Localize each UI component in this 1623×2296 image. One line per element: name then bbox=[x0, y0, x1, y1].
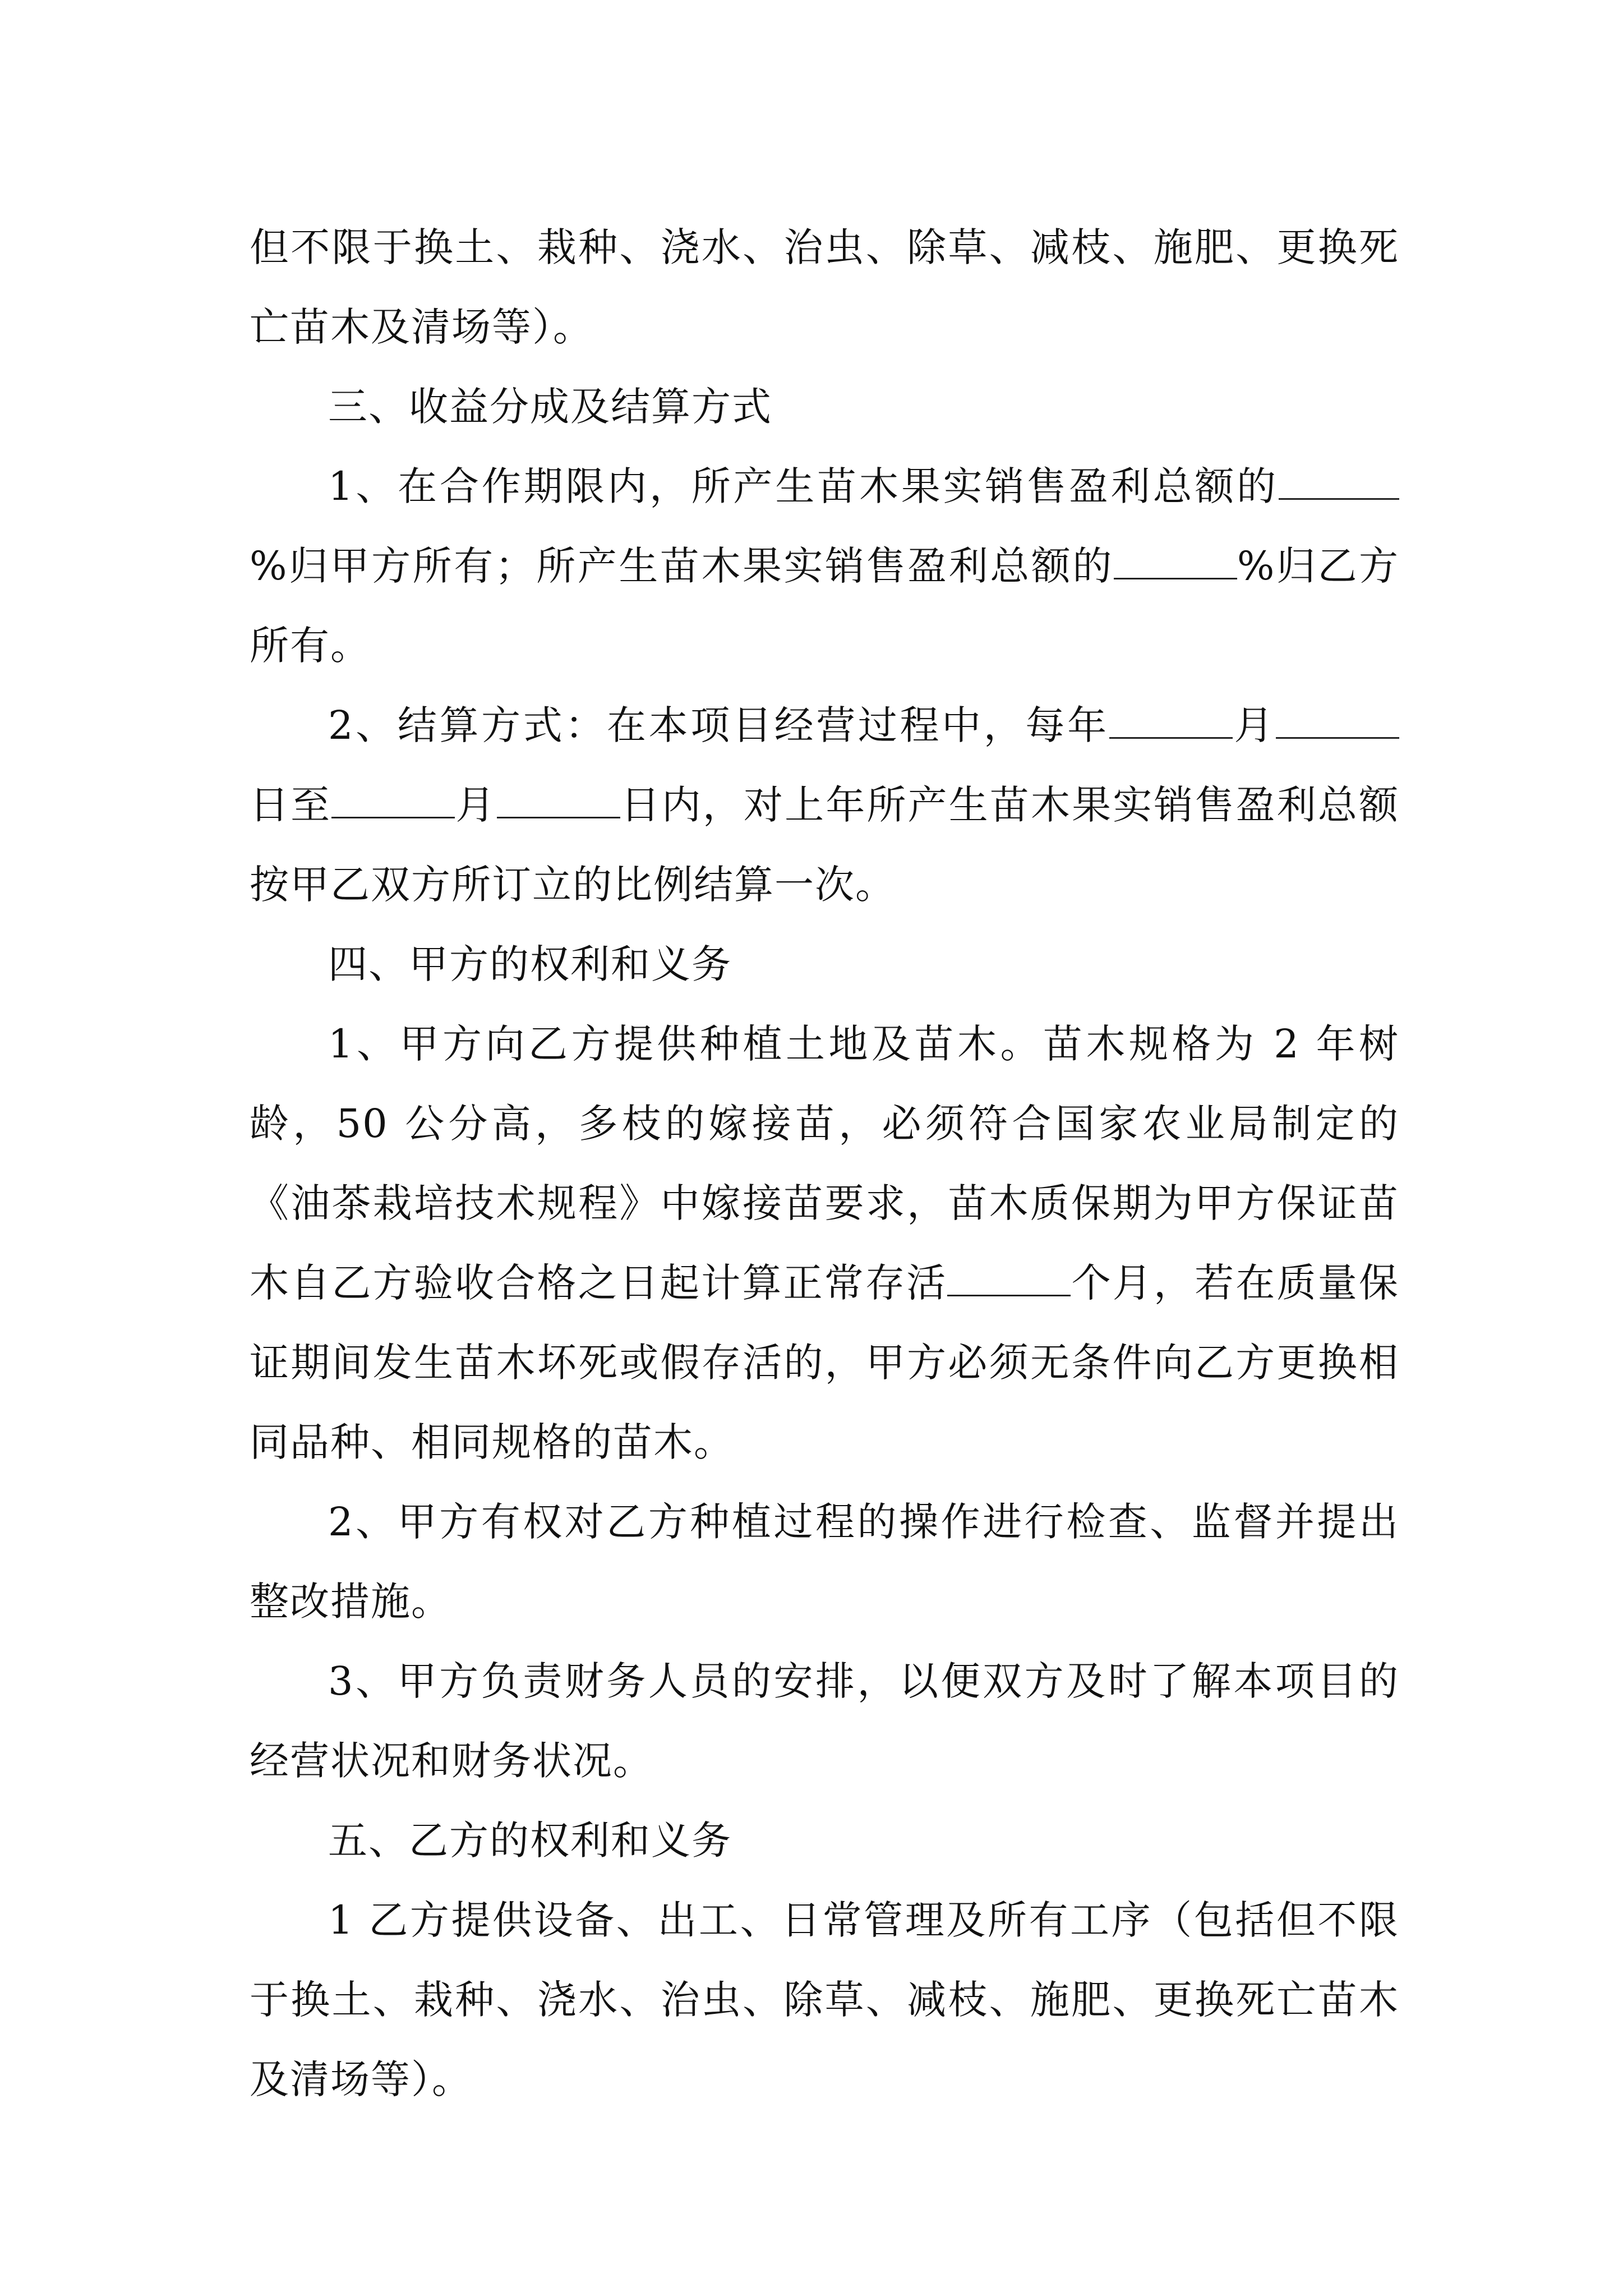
paragraph-4-2: 2、甲方有权对乙方种植过程的操作进行检查、监督并提出整改措施。 bbox=[250, 1499, 1399, 1625]
fill-blank[interactable] bbox=[1279, 464, 1399, 500]
paragraph-3-2 bbox=[250, 685, 1399, 924]
fill-blank[interactable] bbox=[1109, 703, 1233, 739]
text-segment: 2、结算方式：在本项目经营过程中，每年 bbox=[328, 702, 1109, 748]
paragraph-5-1: 1 乙方提供设备、出工、日常管理及所有工序（包括但不限于换土、栽种、浇水、治虫、除草、减枝、施肥、更换死亡苗木及清场等）。 bbox=[250, 1897, 1399, 2102]
document-page bbox=[250, 208, 1399, 2119]
paragraph-continuation: 但不限于换土、栽种、浇水、治虫、除草、减枝、施肥、更换死亡苗木及清场等）。 bbox=[250, 224, 1399, 350]
text-segment: 月 bbox=[455, 782, 497, 828]
text-segment: 1、在合作期限内，所产生苗木果实销售盈利总额的 bbox=[328, 463, 1279, 509]
text-segment: %归甲方所有；所产生苗木果实销售盈利总额的 bbox=[250, 543, 1114, 589]
fill-blank[interactable] bbox=[947, 1261, 1071, 1296]
text-segment: 月 bbox=[1232, 702, 1276, 748]
paragraph-4-3: 3、甲方负责财务人员的安排，以便双方及时了解本项目的经营状况和财务状况。 bbox=[250, 1658, 1399, 1784]
section-heading-4: 四、甲方的权利和义务 bbox=[328, 941, 732, 987]
fill-blank[interactable] bbox=[331, 783, 455, 818]
fill-blank[interactable] bbox=[497, 783, 620, 818]
text-segment: 1、甲方向乙方提供种植土地及苗木。苗木规格为 2 年树龄，50 公分高，多枝的嫁接苗，必须符合国家农业局制定的《油茶栽培技术规程》中嫁接苗要求，苗木质保期为甲方保证苗木自乙方验收合格之日起计算正常存活 bbox=[250, 1021, 1399, 1306]
section-heading-5: 五、乙方的权利和义务 bbox=[328, 1818, 732, 1864]
text-segment: 个月，若在质量保证期间发生苗木坏死或假存活的，甲方必须无条件向乙方更换相同品种、相同规格的苗木。 bbox=[250, 1260, 1400, 1465]
section-heading-3: 三、收益分成及结算方式 bbox=[328, 384, 772, 430]
text-segment: 日内，对上年所产生苗木果实销售盈利总额按甲乙双方所订立的比例结算一次。 bbox=[250, 782, 1400, 908]
paragraph-3-1 bbox=[250, 447, 1399, 685]
fill-blank[interactable] bbox=[1276, 703, 1399, 739]
text-segment: %归乙方所有。 bbox=[250, 543, 1400, 669]
fill-blank[interactable] bbox=[1114, 544, 1237, 579]
paragraph-4-1 bbox=[250, 1004, 1399, 1482]
text-segment: 日至 bbox=[250, 782, 332, 828]
